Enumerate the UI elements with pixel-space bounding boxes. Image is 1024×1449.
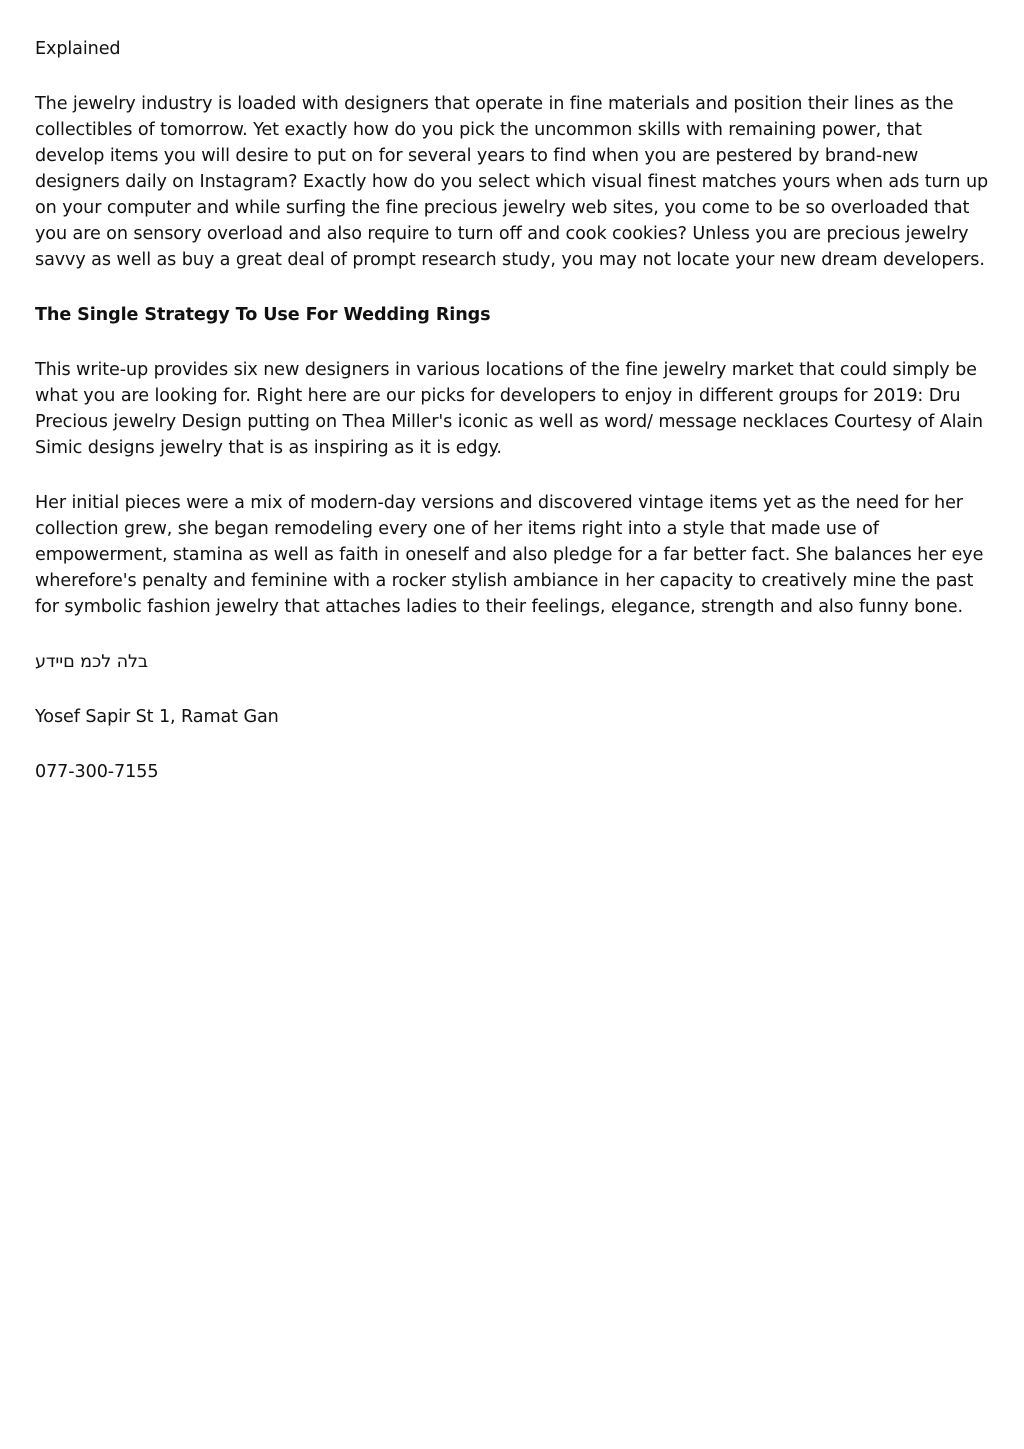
business-address: Yosef Sapir St 1, Ramat Gan [35,707,279,727]
paragraph-collection: Her initial pieces were a mix of modern-day versions and discovered vintage items yet as the need for her collection grew, she began remodeling every one of her items right into a style that made use of empowerment, stamina as well as faith in oneself and also pledge for a far better fact. She balances her eye wherefore's penalty and feminine with a rocker stylish ambiance in her capacity to creatively mine the past for symbolic fashion jewelry that attaches ladies to their feelings, elegance, strength and also funny bone. [35,493,984,617]
business-name: בלה לכמ םיידע [35,652,148,672]
intro-label: Explained [35,39,121,59]
paragraph-designers: This write-up provides six new designers in various locations of the fine jewelry market that could simply be what you are looking for. Right here are our picks for developers to enjoy in different groups for 2019: Dru Precious jewelry Design putting on Thea Miller's iconic as well as word/ message necklaces Courtesy of Alain Simic designs jewelry that is as inspiring as it is edgy. [35,360,983,458]
paragraph-intro: The jewelry industry is loaded with designers that operate in fine materials and position their lines as the collectibles of tomorrow. Yet exactly how do you pick the uncommon skills with remaining power, that develop items you will desire to put on for several years to find when you are pestered by brand-new designers daily on Instagram? Exactly how do you select which visual finest matches yours when ads turn up on your computer and while surfing the fine precious jewelry web sites, you come to be so overloaded that you are on sensory overload and also require to turn off and cook cookies? Unless you are precious jewelry savvy as well as buy a great deal of prompt research study, you may not locate your new dream developers. [35,94,989,270]
section-heading: The Single Strategy To Use For Wedding Rings [35,305,491,325]
business-phone: 077-300-7155 [35,762,159,782]
document-body [35,36,995,814]
